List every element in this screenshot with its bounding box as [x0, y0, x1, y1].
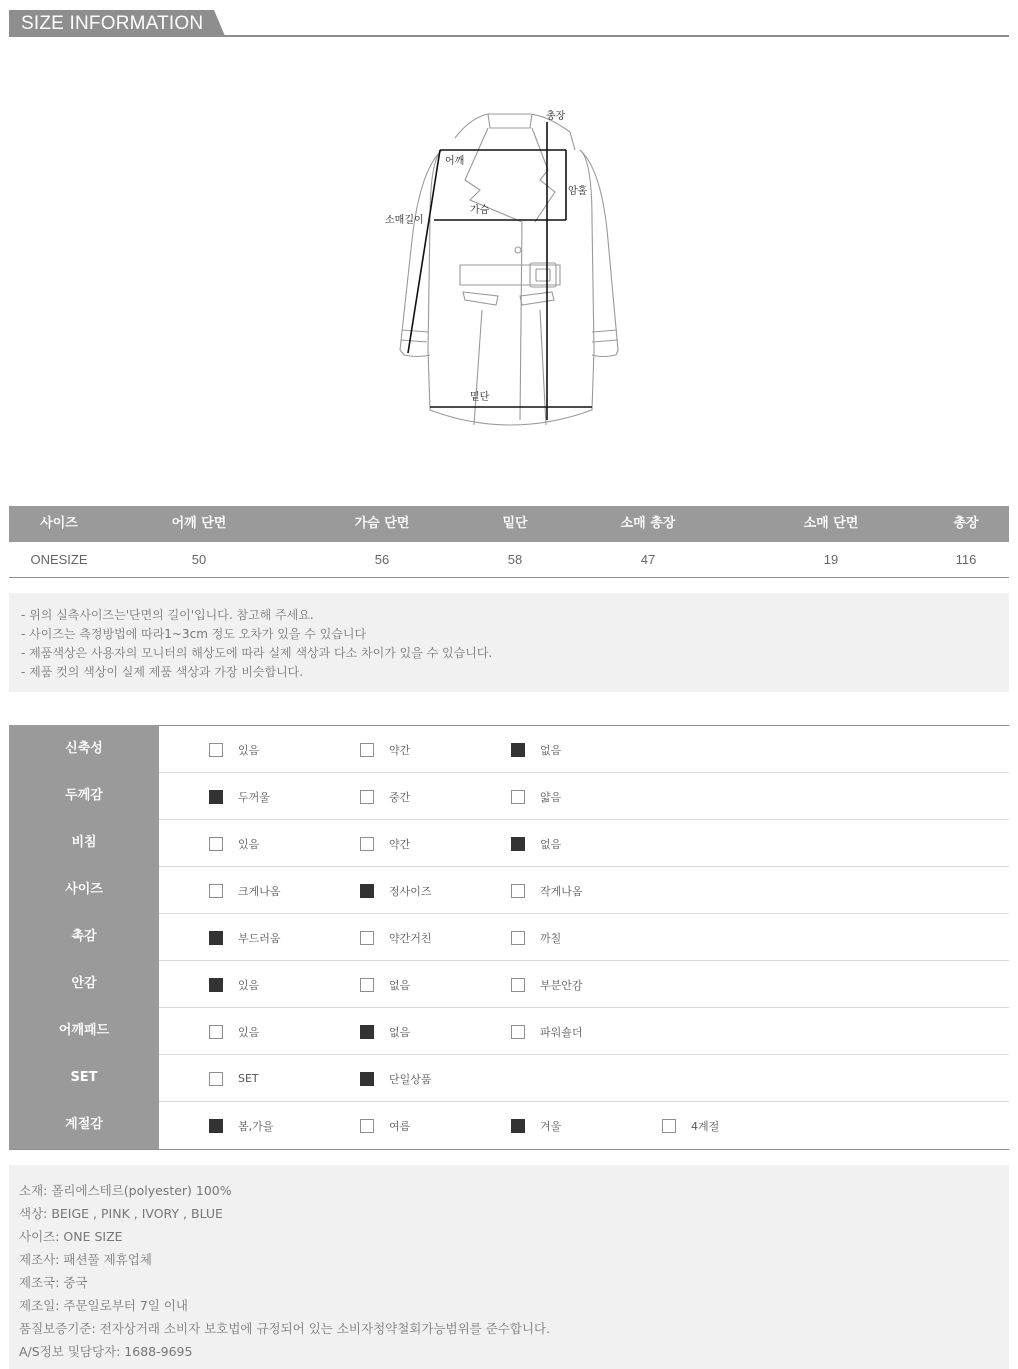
option-label: 4계절	[691, 1119, 720, 1133]
attribute-label: SET	[9, 1054, 159, 1102]
attribute-option[interactable]	[360, 1055, 432, 1102]
note-line: - 사이즈는 측정방법에 따라1~3cm 정도 오차가 있을 수 있습니다	[21, 627, 367, 641]
attribute-option[interactable]	[360, 1008, 410, 1055]
option-label: 여름	[389, 1119, 411, 1133]
attribute-option[interactable]	[360, 961, 410, 1008]
attribute-option[interactable]	[360, 914, 432, 961]
label-armhole: 암홀	[568, 186, 588, 197]
attribute-option[interactable]	[209, 1102, 273, 1149]
attribute-row	[9, 773, 1009, 820]
label-hem: 밑단	[470, 392, 490, 403]
attribute-option[interactable]	[511, 961, 583, 1008]
option-label: 약간	[389, 743, 411, 757]
info-country: 제조국: 중국	[19, 1275, 88, 1290]
unchecked-checkbox[interactable]	[360, 790, 374, 804]
unchecked-checkbox[interactable]	[662, 1119, 676, 1133]
label-sleeve-length: 소매길이	[385, 215, 424, 226]
attribute-label: 촉감	[9, 913, 159, 961]
attribute-option[interactable]	[209, 820, 259, 867]
note-line: - 위의 실측사이즈는'단면의 길이'입니다. 참고해 주세요.	[21, 608, 314, 622]
checked-checkbox[interactable]	[209, 931, 223, 945]
section-title: SIZE INFORMATION	[21, 13, 204, 34]
option-label: 얇음	[540, 790, 562, 804]
attribute-label: 비침	[9, 819, 159, 867]
option-label: 약간거친	[389, 931, 432, 945]
option-label: 크게나옴	[238, 884, 281, 898]
coat-measurement-diagram	[370, 100, 650, 440]
header-sleeve-width: 소매 단면	[803, 516, 859, 531]
option-label: 없음	[540, 743, 562, 757]
unchecked-checkbox[interactable]	[511, 978, 525, 992]
option-label: 없음	[540, 837, 562, 851]
cell-total-length: 116	[955, 552, 977, 567]
attribute-label: 두께감	[9, 772, 159, 820]
option-label: 작게나옴	[540, 884, 583, 898]
checked-checkbox[interactable]	[511, 837, 525, 851]
checked-checkbox[interactable]	[360, 1025, 374, 1039]
header-total-length: 총장	[953, 516, 979, 531]
option-label: 있음	[238, 1025, 260, 1039]
unchecked-checkbox[interactable]	[360, 978, 374, 992]
option-label: 있음	[238, 743, 260, 757]
attribute-label: 사이즈	[9, 866, 159, 914]
attribute-row	[9, 1008, 1009, 1055]
attribute-row	[9, 914, 1009, 961]
checked-checkbox[interactable]	[209, 1119, 223, 1133]
attribute-row	[9, 1055, 1009, 1102]
header-chest: 가슴 단면	[354, 516, 410, 531]
cell-sleeve-length: 47	[640, 552, 656, 567]
info-manufacture-date: 제조일: 주문일로부터 7일 이내	[19, 1298, 188, 1313]
option-label: 봄,가을	[238, 1119, 274, 1133]
size-notes	[9, 593, 1009, 692]
info-quality-guarantee: 품질보증기준: 전자상거래 소비자 보호법에 규정되어 있는 소비자청약철회가능범위를 준수합니다.	[19, 1321, 551, 1336]
info-size: 사이즈: ONE SIZE	[19, 1229, 123, 1244]
note-line: - 제품 컷의 색상이 실제 제품 색상과 가장 비슷합니다.	[21, 665, 304, 679]
option-label: 부드러움	[238, 931, 281, 945]
attribute-row	[9, 1102, 1009, 1149]
unchecked-checkbox[interactable]	[511, 1025, 525, 1039]
header-divider	[9, 35, 1009, 37]
info-color: 색상: BEIGE , PINK , IVORY , BLUE	[19, 1206, 223, 1221]
note-line: - 제품색상은 사용자의 모니터의 해상도에 따라 실제 색상과 다소 차이가 있을 수 있습니다.	[21, 646, 493, 660]
unchecked-checkbox[interactable]	[209, 743, 223, 757]
attribute-option[interactable]	[209, 867, 281, 914]
attribute-option[interactable]	[511, 820, 561, 867]
attribute-row	[9, 820, 1009, 867]
unchecked-checkbox[interactable]	[209, 837, 223, 851]
attribute-option[interactable]	[511, 914, 561, 961]
option-label: 두꺼울	[238, 790, 270, 804]
option-label: 부분안감	[540, 978, 583, 992]
attribute-option[interactable]	[360, 820, 410, 867]
attribute-label: 계절감	[9, 1101, 159, 1149]
unchecked-checkbox[interactable]	[360, 1119, 374, 1133]
info-as-contact: A/S정보 및담당자: 1688-9695	[19, 1344, 193, 1359]
option-label: 중간	[389, 790, 411, 804]
cell-chest: 56	[374, 552, 390, 567]
unchecked-checkbox[interactable]	[209, 884, 223, 898]
option-label: 겨울	[540, 1119, 562, 1133]
option-label: 단일상품	[389, 1072, 432, 1086]
attribute-option[interactable]	[209, 726, 259, 773]
attribute-option[interactable]	[360, 773, 410, 820]
header-hem: 밑단	[502, 516, 528, 531]
attribute-option[interactable]	[209, 773, 270, 820]
attribute-option[interactable]	[209, 1008, 259, 1055]
unchecked-checkbox[interactable]	[360, 931, 374, 945]
attribute-row	[9, 726, 1009, 773]
checked-checkbox[interactable]	[209, 790, 223, 804]
option-label: SET	[238, 1072, 259, 1085]
cell-sleeve-width: 19	[823, 552, 839, 567]
attribute-option[interactable]	[209, 961, 259, 1008]
section-header	[9, 10, 1009, 37]
attribute-option[interactable]	[209, 914, 281, 961]
attribute-option[interactable]	[209, 1055, 259, 1102]
option-label: 있음	[238, 837, 260, 851]
checked-checkbox[interactable]	[511, 1119, 525, 1133]
attribute-row	[9, 961, 1009, 1008]
product-attribute-table	[9, 725, 1009, 1150]
attribute-option[interactable]	[511, 726, 561, 773]
unchecked-checkbox[interactable]	[360, 837, 374, 851]
header-sleeve-length: 소매 총장	[620, 516, 676, 531]
size-table-header	[9, 506, 1009, 542]
cell-size: ONESIZE	[30, 552, 88, 567]
attribute-option[interactable]	[360, 1102, 410, 1149]
cell-shoulder: 50	[191, 552, 207, 567]
option-label: 파워숄더	[540, 1025, 583, 1039]
attribute-option[interactable]	[511, 773, 561, 820]
option-label: 정사이즈	[389, 884, 432, 898]
unchecked-checkbox[interactable]	[511, 884, 525, 898]
attribute-option[interactable]	[360, 726, 410, 773]
attribute-row	[9, 867, 1009, 914]
unchecked-checkbox[interactable]	[511, 931, 525, 945]
unchecked-checkbox[interactable]	[209, 1072, 223, 1086]
info-manufacturer: 제조사: 패션풀 제휴업체	[19, 1252, 152, 1267]
table-row	[9, 542, 1009, 578]
attribute-option[interactable]	[662, 1102, 719, 1149]
checked-checkbox[interactable]	[209, 978, 223, 992]
attribute-label: 신축성	[9, 725, 159, 773]
unchecked-checkbox[interactable]	[209, 1025, 223, 1039]
unchecked-checkbox[interactable]	[511, 790, 525, 804]
checked-checkbox[interactable]	[360, 884, 374, 898]
label-total-length: 총장	[546, 111, 566, 122]
attribute-label: 안감	[9, 960, 159, 1008]
option-label: 없음	[389, 978, 411, 992]
attribute-option[interactable]	[511, 1102, 561, 1149]
attribute-option[interactable]	[511, 867, 583, 914]
product-info	[9, 1165, 1009, 1369]
size-table	[9, 506, 1009, 578]
option-label: 없음	[389, 1025, 411, 1039]
unchecked-checkbox[interactable]	[360, 743, 374, 757]
checked-checkbox[interactable]	[511, 743, 525, 757]
option-label: 까칠	[540, 931, 562, 945]
attribute-label: 어깨패드	[9, 1007, 159, 1055]
header-size: 사이즈	[40, 516, 78, 531]
coat-illustration	[370, 100, 650, 440]
attribute-option[interactable]	[360, 867, 432, 914]
checked-checkbox[interactable]	[360, 1072, 374, 1086]
option-label: 있음	[238, 978, 260, 992]
info-material: 소재: 폴리에스테르(polyester) 100%	[19, 1183, 232, 1198]
label-chest: 가슴	[470, 205, 490, 216]
option-label: 약간	[389, 837, 411, 851]
attribute-option[interactable]	[511, 1008, 583, 1055]
header-shoulder: 어깨 단면	[171, 516, 227, 531]
cell-hem: 58	[507, 552, 523, 567]
label-shoulder: 어깨	[445, 156, 465, 167]
